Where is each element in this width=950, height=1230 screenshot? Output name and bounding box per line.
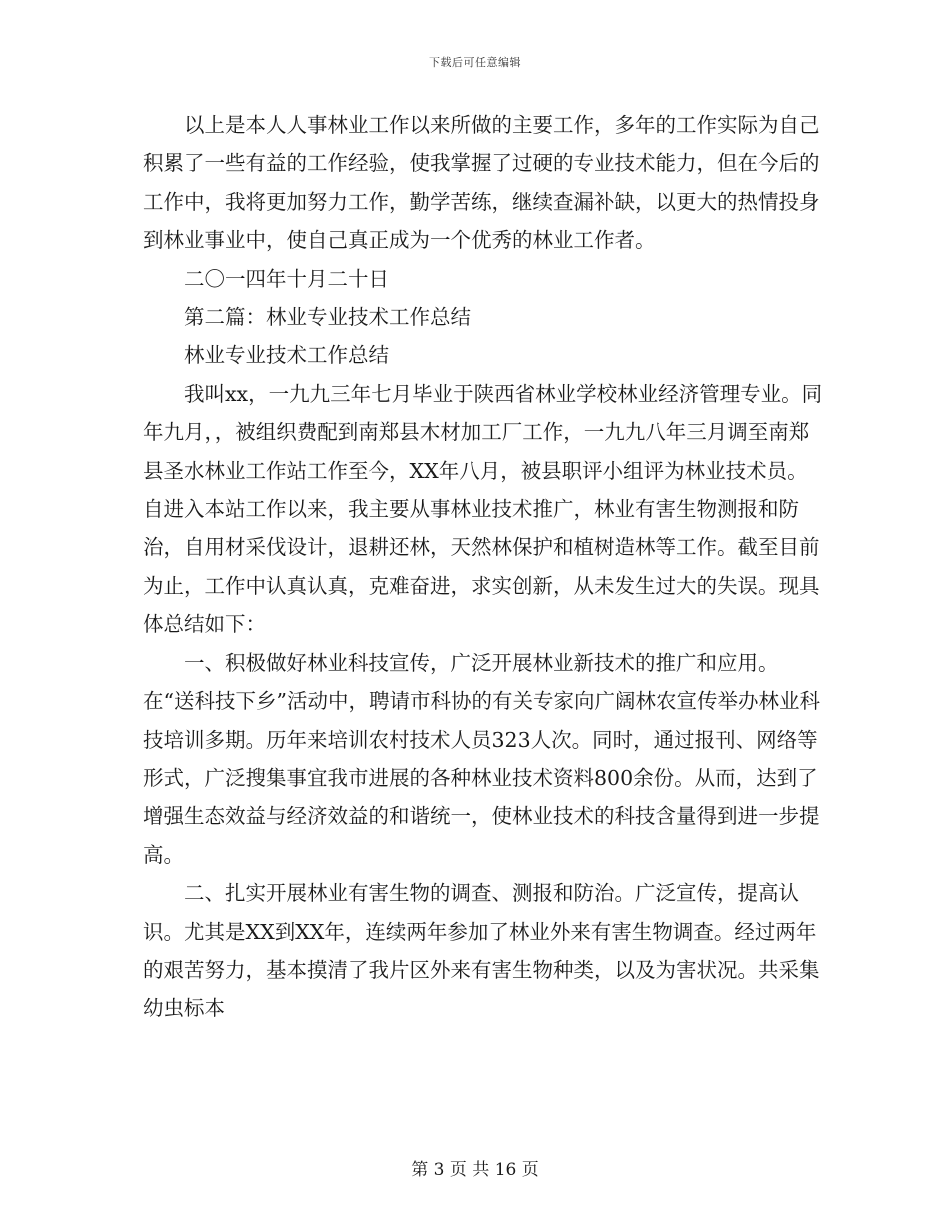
page-footer: 第 3 页 共 16 页: [411, 1160, 539, 1180]
paragraph-item-2: 二、扎实开展林业有害生物的调查、测报和防治。广泛宣传，提高认识。尤其是XX到XX年，连续两年参加了林业外来有害生物调查。经过两年的艰苦努力，基本摸清了我片区外来有害生物种类，以及为害状况。共采集幼虫标本: [143, 881, 820, 1021]
paragraph-date: 二〇一四年十月二十日: [184, 266, 389, 291]
paragraph-item-1: 一、积极做好林业科技宣传，广泛开展林业新技术的推广和应用。在“送科技下乡”活动中，聘请市科协的有关专家向广阔林农宣传举办林业科技培训多期。历年来培训农村技术人员323人次。同时，通过报刊、网络等形式，广泛搜集事宜我市进展的各种林业技术资料800余份。从而，达到了增强生态效益与经济效益的和谐统一，使林业技术的科技含量得到进一步提高。: [143, 650, 820, 867]
section-subtitle: 林业专业技术工作总结: [184, 343, 389, 368]
section-heading: 第二篇：林业专业技术工作总结: [184, 305, 471, 330]
page-header: 下载后可任意编辑: [429, 56, 521, 69]
document-body: [143, 106, 823, 1028]
paragraph-intro: 我叫xx，一九九三年七月毕业于陕西省林业学校林业经济管理专业。同年九月，，被组织费配到南郑县木材加工厂工作，一九九八年三月调至南郑县圣水林业工作站工作至今，XX年八月，被县职评小组评为林业技术员。自进入本站工作以来，我主要从事林业技术推广，林业有害生物测报和防治，自用材采伐设计，退耕还林，天然林保护和植树造林等工作。截至目前为止，工作中认真认真，克难奋进，求实创新，从未发生过大的失误。现具体总结如下：: [143, 381, 823, 637]
paragraph-conclusion: 以上是本人人事林业工作以来所做的主要工作，多年的工作实际为自己积累了一些有益的工作经验，使我掌握了过硬的专业技术能力，但在今后的工作中，我将更加努力工作，勤学苦练，继续查漏补缺，以更大的热情投身到林业事业中，使自己真正成为一个优秀的林业工作者。: [143, 113, 820, 253]
